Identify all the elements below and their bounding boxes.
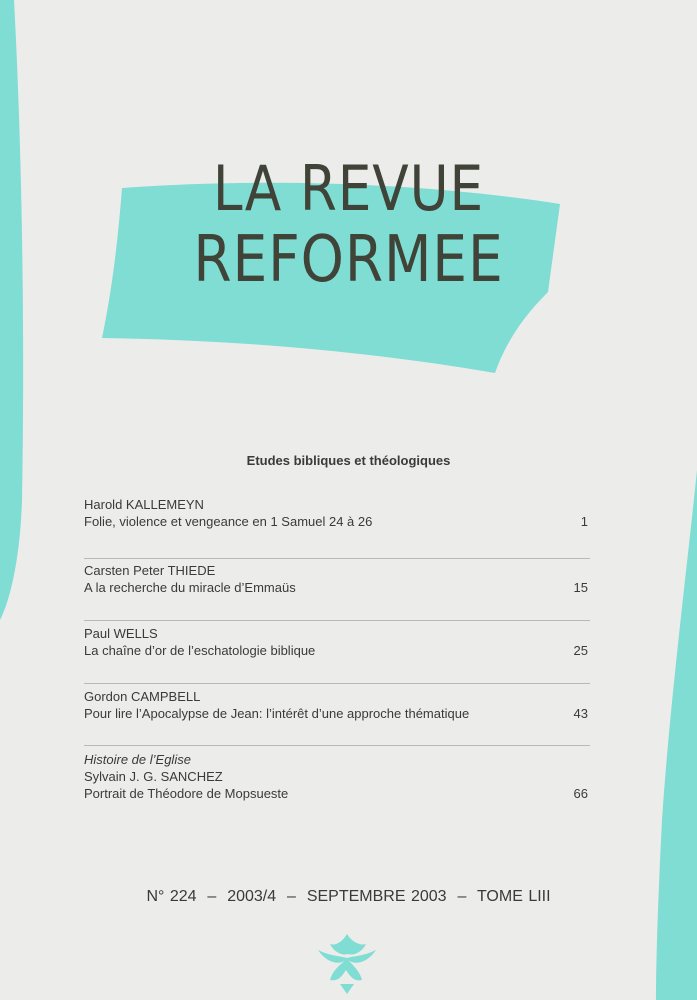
toc-entry bbox=[84, 621, 590, 684]
left-accent-stripe bbox=[0, 0, 23, 620]
entry-title: Folie, violence et vengeance en 1 Samuel 24 à 26 bbox=[84, 514, 373, 529]
journal-title-line1: LA REVUE bbox=[212, 152, 485, 225]
entry-title: A la recherche du miracle d’Emmaüs bbox=[84, 579, 296, 595]
entry-page: 43 bbox=[573, 705, 588, 721]
entry-category: Histoire de l’Eglise bbox=[84, 752, 191, 767]
entry-page: 15 bbox=[573, 579, 588, 595]
entry-title: La chaîne d’or de l’eschatologie biblique bbox=[84, 643, 316, 658]
dove-icon bbox=[318, 934, 376, 994]
toc-entry bbox=[84, 684, 590, 747]
entry-title: Portrait de Théodore de Mopsueste bbox=[84, 786, 289, 801]
entry-title: Pour lire l’Apocalypse de Jean: l’intérêt d’une approche thématique bbox=[84, 705, 470, 721]
entry-page: 1 bbox=[580, 514, 588, 529]
entry-author: Harold KALLEMEYN bbox=[84, 497, 204, 512]
section-title: Etudes bibliques et théologiques bbox=[246, 453, 451, 468]
toc-entry bbox=[84, 496, 590, 559]
entry-page: 25 bbox=[573, 643, 588, 658]
entry-author: Paul WELLS bbox=[84, 626, 158, 641]
entry-page: 66 bbox=[573, 786, 588, 801]
issue-info: N° 224 – 2003/4 – SEPTEMBRE 2003 – TOME LIII bbox=[146, 888, 551, 905]
entry-author: Carsten Peter THIEDE bbox=[84, 562, 216, 578]
entry-author: Sylvain J. G. SANCHEZ bbox=[84, 769, 223, 784]
right-accent-stripe bbox=[656, 470, 697, 1000]
journal-title-line2: REFORMEE bbox=[193, 223, 504, 297]
toc-entry bbox=[84, 559, 590, 622]
entry-author: Gordon CAMPBELL bbox=[84, 688, 201, 704]
table-of-contents bbox=[84, 496, 590, 826]
toc-entry bbox=[84, 746, 590, 826]
